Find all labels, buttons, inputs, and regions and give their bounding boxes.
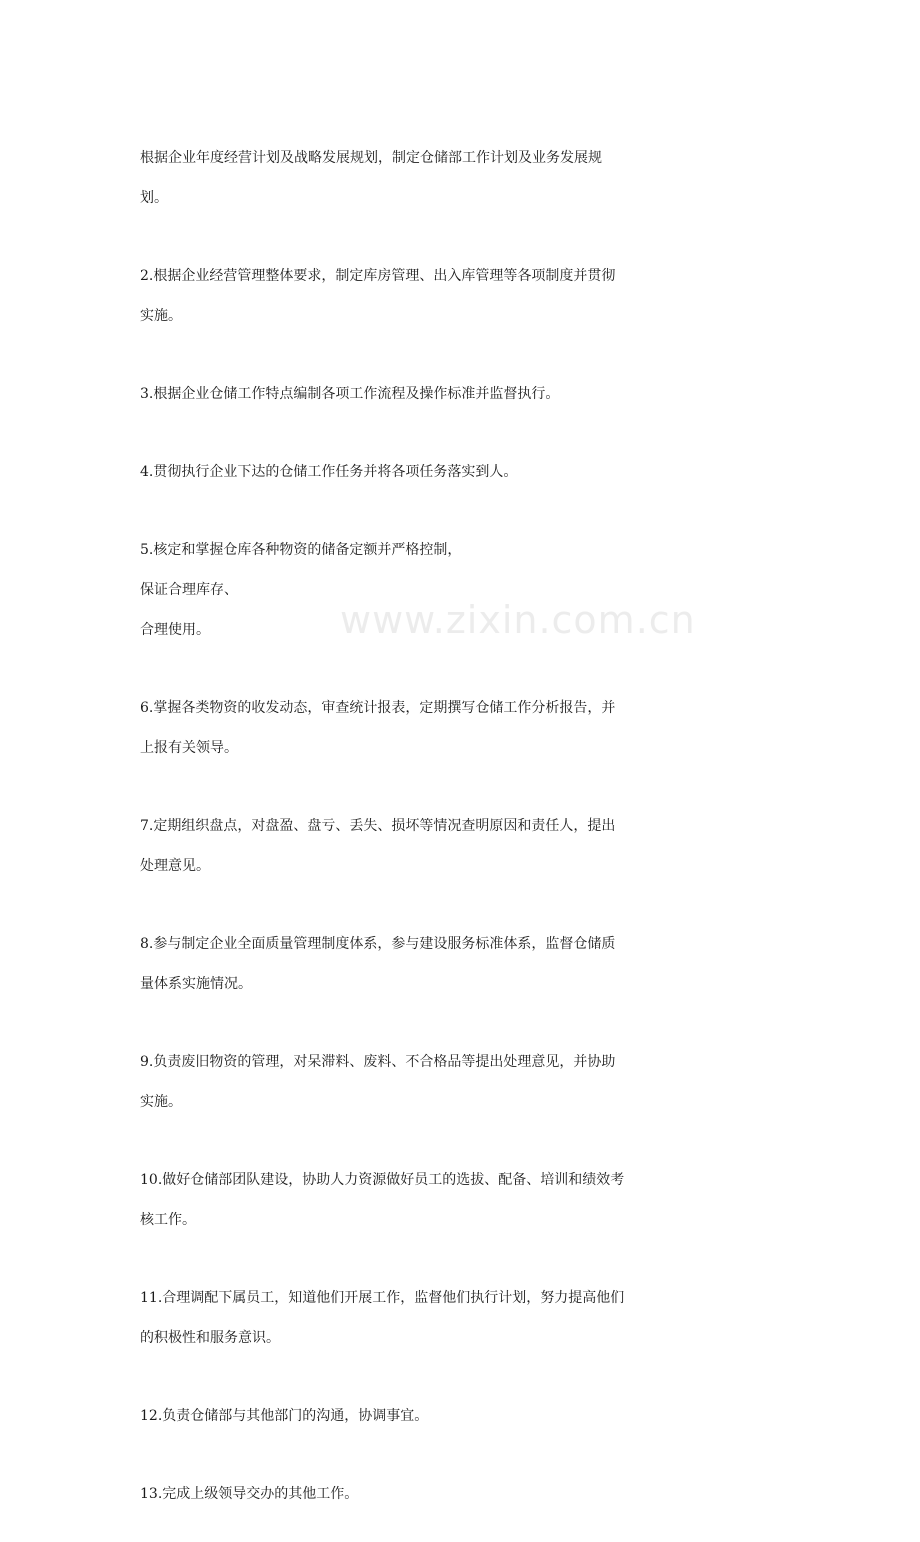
- paragraph-2: [140, 364, 730, 424]
- paragraph-3: [140, 442, 730, 502]
- paragraph-12: [140, 1464, 730, 1524]
- paragraph-line: 核工作。: [140, 1212, 196, 1228]
- paragraph-9: [140, 1150, 730, 1250]
- paragraph-line: 上报有关领导。: [140, 740, 238, 756]
- paragraph-line: 8.参与制定企业全面质量管理制度体系，参与建设服务标准体系，监督仓储质: [140, 936, 616, 952]
- paragraph-7: [140, 914, 730, 1014]
- paragraph-line: 实施。: [140, 1094, 182, 1110]
- watermark-text: www.zixin.com.cn: [340, 598, 696, 642]
- paragraph-line: 保证合理库存、: [140, 582, 238, 598]
- paragraph-6: [140, 796, 730, 896]
- paragraph-line: 划。: [140, 190, 168, 206]
- paragraph-8: [140, 1032, 730, 1132]
- paragraph-line: 量体系实施情况。: [140, 976, 252, 992]
- paragraph-line: 实施。: [140, 308, 182, 324]
- paragraph-line: 7.定期组织盘点，对盘盈、盘亏、丢失、损坏等情况查明原因和责任人，提出: [140, 818, 616, 834]
- paragraph-11: [140, 1386, 730, 1446]
- paragraph-line: 合理使用。: [140, 622, 210, 638]
- paragraph-line: 2.根据企业经营管理整体要求，制定库房管理、出入库管理等各项制度并贯彻: [140, 268, 616, 284]
- paragraph-line: 的积极性和服务意识。: [140, 1330, 280, 1346]
- paragraph-line: 11.合理调配下属员工，知道他们开展工作，监督他们执行计划，努力提高他们: [140, 1290, 625, 1306]
- paragraph-5: [140, 678, 730, 778]
- paragraph-line: 9.负责废旧物资的管理，对呆滞料、废料、不合格品等提出处理意见，并协助: [140, 1054, 616, 1070]
- paragraph-4: [140, 520, 730, 660]
- paragraph-line: 3.根据企业仓储工作特点编制各项工作流程及操作标准并监督执行。: [140, 386, 560, 402]
- paragraph-line: 处理意见。: [140, 858, 210, 874]
- paragraph-line: 根据企业年度经营计划及战略发展规划，制定仓储部工作计划及业务发展规: [140, 150, 602, 166]
- paragraph-line: 12.负责仓储部与其他部门的沟通，协调事宜。: [140, 1408, 429, 1424]
- paragraph-line: 6.掌握各类物资的收发动态，审查统计报表，定期撰写仓储工作分析报告，并: [140, 700, 616, 716]
- paragraph-line: 13.完成上级领导交办的其他工作。: [140, 1486, 359, 1502]
- paragraph-line: 4.贯彻执行企业下达的仓储工作任务并将各项任务落实到人。: [140, 464, 518, 480]
- document-body: [140, 128, 730, 1542]
- paragraph-0: [140, 128, 730, 228]
- paragraph-10: [140, 1268, 730, 1368]
- paragraph-1: [140, 246, 730, 346]
- paragraph-line: 5.核定和掌握仓库各种物资的储备定额并严格控制，: [140, 542, 462, 558]
- paragraph-line: 10.做好仓储部团队建设，协助人力资源做好员工的选拔、配备、培训和绩效考: [140, 1172, 625, 1188]
